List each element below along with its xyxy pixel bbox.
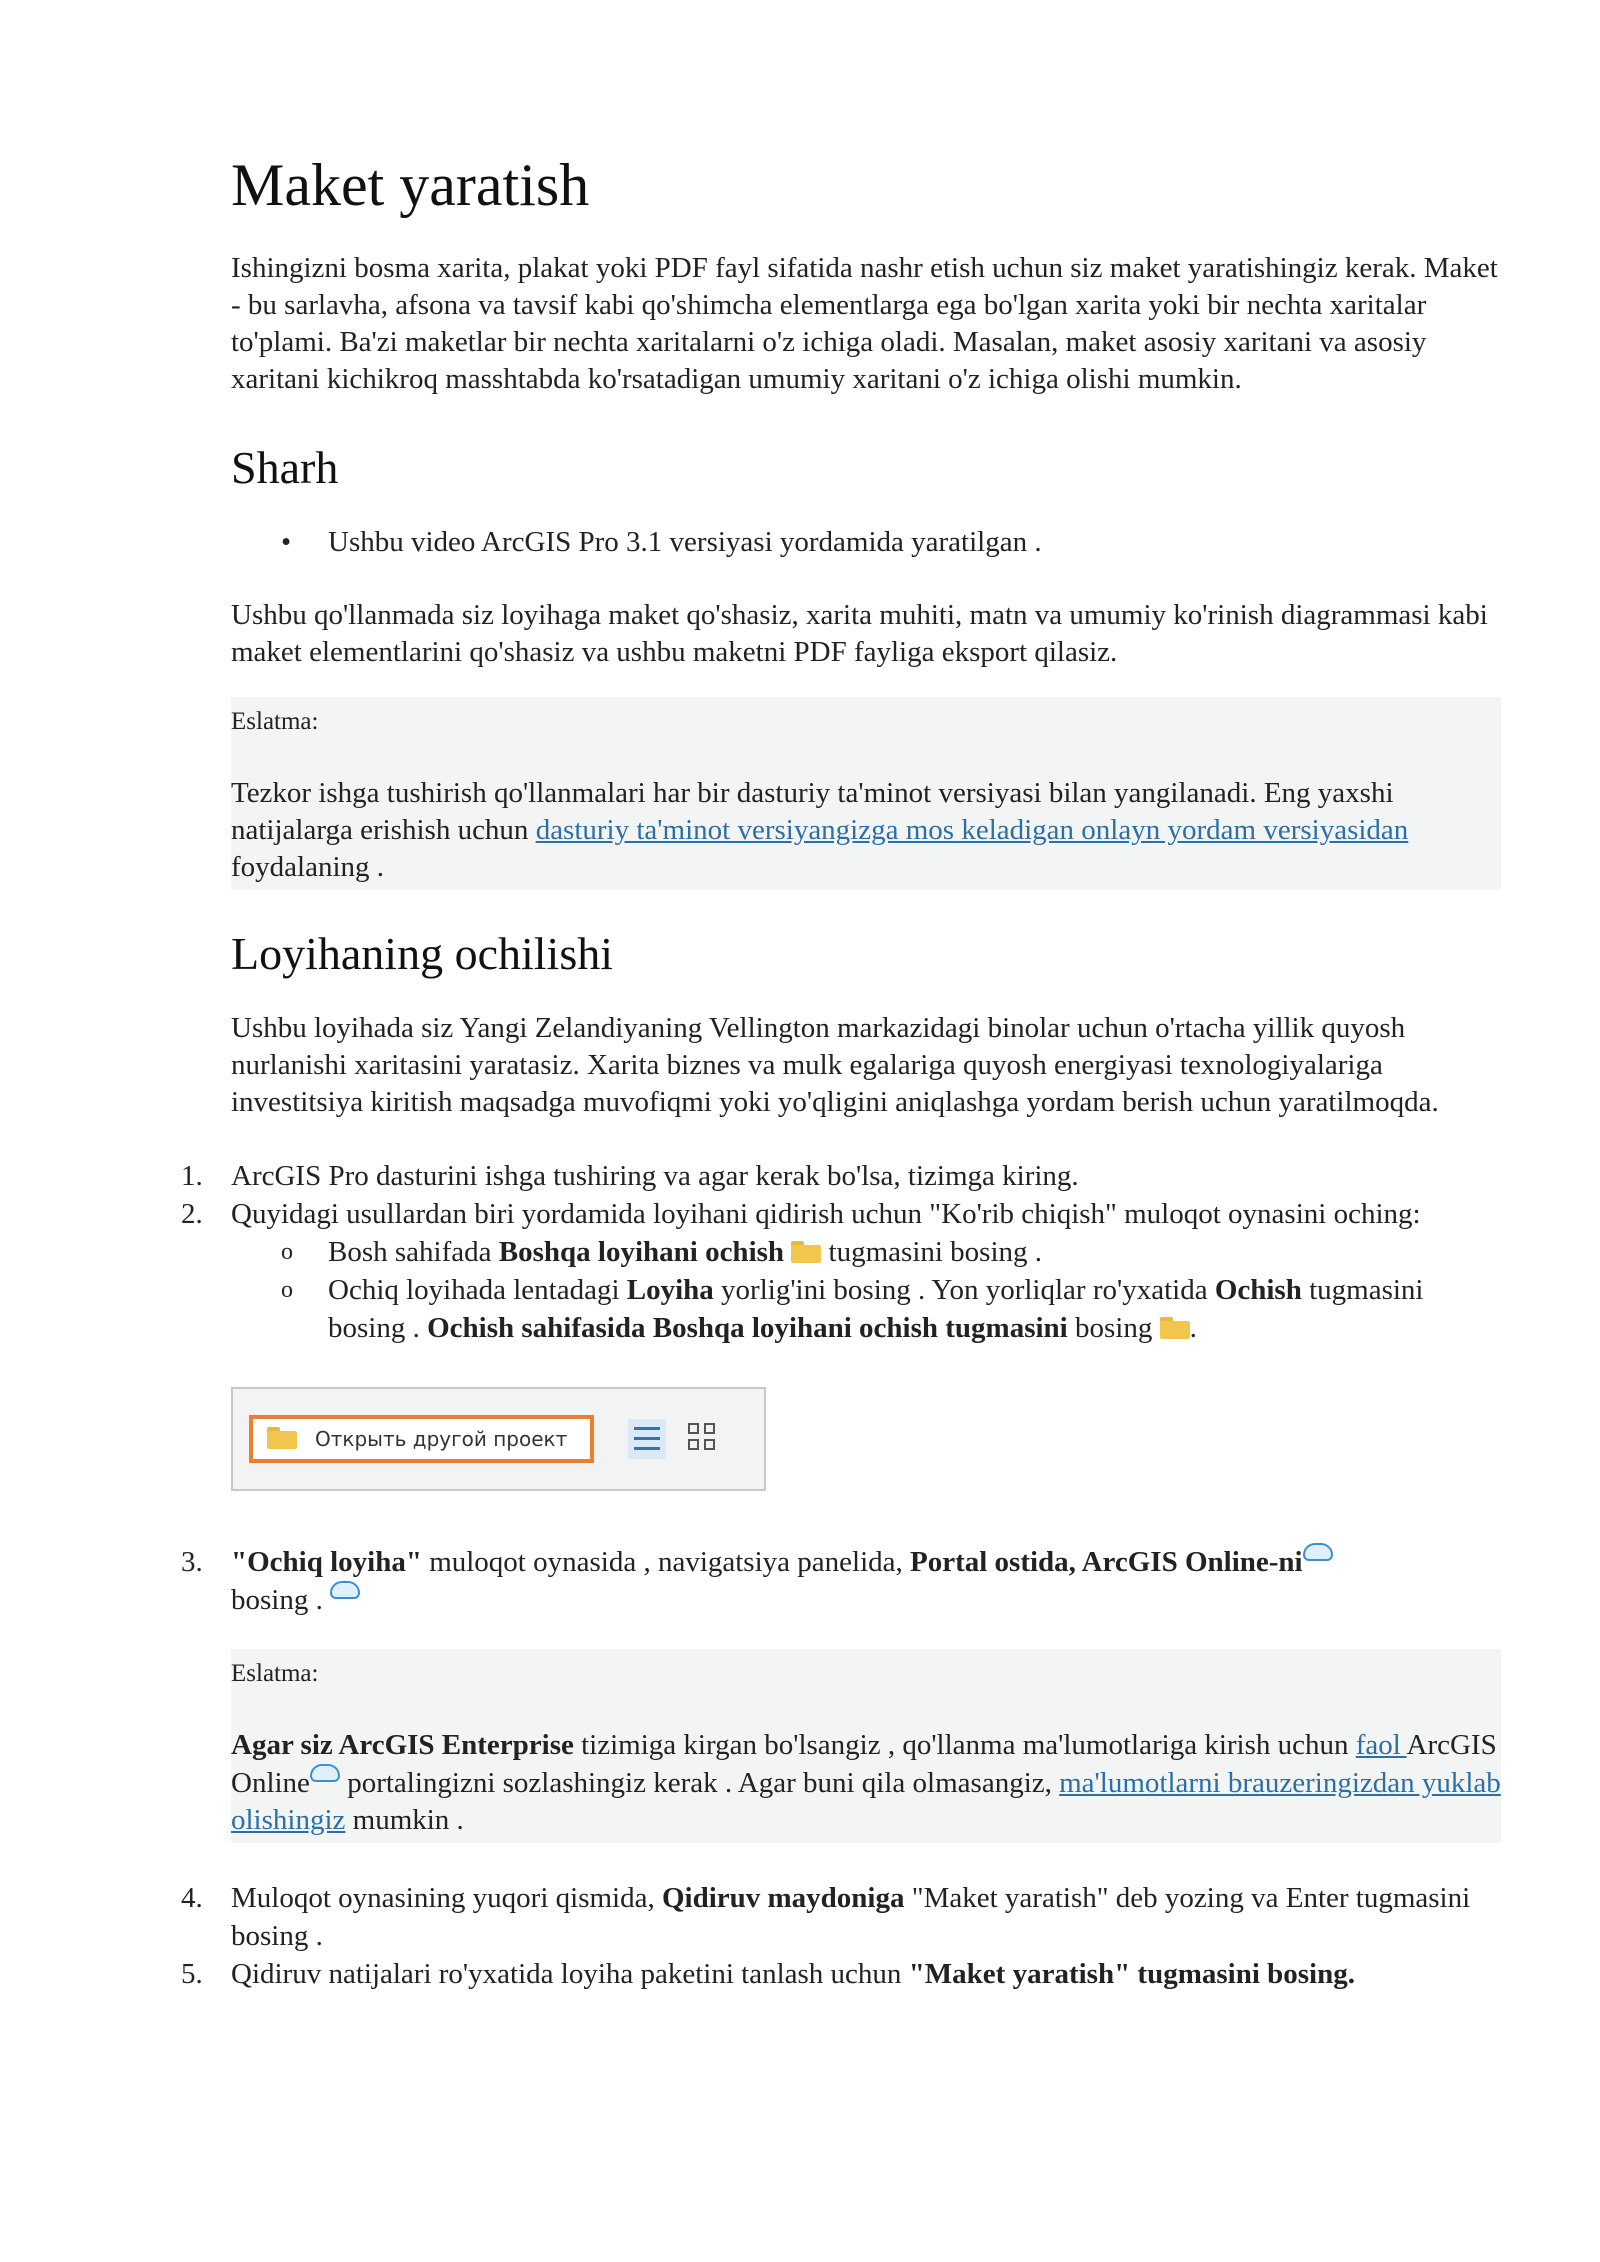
folder-open-icon — [1160, 1317, 1190, 1339]
note-text-part: tizimiga kirgan bo'lsangiz , qo'llanma ma'lumotlariga kirish uchun — [573, 1729, 1356, 1761]
overview-bullet-list — [231, 524, 1501, 561]
online-help-link[interactable]: dasturiy ta'minot versiyangizga mos keladigan onlayn yordam versiyasidan — [535, 814, 1409, 846]
step-text: Muloqot oynasining yuqori qismida, — [231, 1882, 662, 1914]
cloud-icon — [330, 1581, 360, 1599]
cloud-icon — [1303, 1543, 1333, 1561]
open-another-project-button[interactable] — [249, 1415, 594, 1463]
folder-open-icon — [791, 1241, 821, 1263]
section-paragraph: Ushbu loyihada siz Yangi Zelandiyaning Vellington markazidagi binolar uchun o'rtacha yillik quyosh nurlanishi xaritasini yaratasiz. Xarita biznes va mulk egalariga quyosh energiyasi texnologiyalariga investitsiya kiritish maqsadga muvofiqmi yoki yo'qligini aniqlashga yordam berish uchun yaratilmoqda. — [231, 1012, 1439, 1118]
ui-term: "Maket yaratish" tugmasini bosing. — [908, 1958, 1355, 1990]
list-item — [231, 524, 1501, 561]
substep-text: tugmasini bosing . — [821, 1236, 1043, 1268]
note-text-part: ArcGIS Online — [231, 1729, 1497, 1799]
step-text: Quyidagi usullardan biri yordamida loyihani qidirish uchun "Ko'rib chiqish" muloqot oynasini oching: — [231, 1198, 1421, 1230]
ui-term: Loyiha — [626, 1274, 714, 1306]
step-text: "Maket yaratish" deb yozing va Enter tugmasini bosing . — [231, 1882, 1471, 1952]
list-item-text: Ushbu video ArcGIS Pro 3.1 versiyasi yordamida yaratilgan . — [328, 526, 1042, 558]
active-portal-link[interactable]: faol — [1355, 1729, 1407, 1761]
substep-text: Bosh sahifada — [328, 1236, 499, 1268]
ui-term: Boshqa loyihani ochish — [498, 1236, 785, 1268]
step-text: bosing . — [231, 1584, 323, 1616]
step-number: 2. — [181, 1198, 203, 1230]
overview-paragraph: Ushbu qo'llanmada siz loyihaga maket qo'shasiz, xarita muhiti, matn va umumiy ko'rinish diagrammasi kabi maket elementlarini qo'shasiz va ushbu maketni PDF fayliga eksport qilasiz. — [231, 599, 1488, 668]
ui-term: Qidiruv maydoniga — [661, 1882, 905, 1914]
folder-open-icon — [267, 1427, 297, 1449]
ui-term: Ochish sahifasida Boshqa loyihani ochish tugmasini — [427, 1312, 1068, 1344]
note-text-end: foydalaning . — [231, 851, 385, 883]
ui-term: Agar siz ArcGIS Enterprise — [231, 1729, 574, 1761]
bullet-dot: • — [281, 526, 292, 558]
step-5 — [181, 1955, 1501, 1993]
note-text-part: mumkin . — [345, 1804, 464, 1836]
screenshot-open-project — [231, 1387, 766, 1491]
substep-text: yorlig'ini bosing . Yon yorliqlar ro'yxatida — [713, 1274, 1215, 1306]
ui-term: Portal ostida, ArcGIS Online-ni — [910, 1546, 1303, 1578]
download-data-link[interactable]: ma'lumotlarni brauzeringizdan yuklab olishingiz — [231, 1767, 1501, 1836]
substep-text: tugmasini bosing . — [328, 1274, 1424, 1344]
step-4 — [181, 1879, 1501, 1955]
substep-marker: o — [281, 1239, 293, 1265]
step-text: ArcGIS Pro dasturini ishga tushiring va agar kerak bo'lsa, tizimga kiring. — [231, 1160, 1079, 1192]
step-text: muloqot oynasida , navigatsiya panelida, — [421, 1546, 910, 1578]
step-2 — [181, 1195, 1501, 1491]
note-text — [231, 1727, 1501, 1839]
steps-list — [181, 1157, 1501, 1993]
note-text-start: Tezkor ishga tushirish qo'llanmalari har bir dasturiy ta'minot versiyasi bilan yangilanadi. Eng yaxshi natijalarga erishish uchun — [231, 777, 1394, 846]
step-1 — [181, 1157, 1501, 1195]
note-label: Eslatma: — [231, 708, 319, 735]
note-label: Eslatma: — [231, 1660, 319, 1687]
step-3 — [181, 1543, 1501, 1843]
step-number: 4. — [181, 1882, 203, 1914]
substep-list — [231, 1233, 1501, 1347]
intro-paragraph: Ishingizni bosma xarita, plakat yoki PDF fayl sifatida nashr etish uchun siz maket yaratishingiz kerak. Maket - bu sarlavha, afsona va tavsif kabi qo'shimcha elementlarga ega bo'lgan xarita yoki bir nechta xaritalar to'plami. Ba'zi maketlar bir nechta xaritalarni o'z ichiga oladi. Masalan, maket asosiy xaritani va asosiy xaritani kichikroq masshtabda ko'rsatadigan umumiy xaritani o'z ichiga olishi mumkin. — [231, 252, 1498, 395]
step-text: Qidiruv natijalari ro'yxatida loyiha paketini tanlash uchun — [231, 1958, 909, 1990]
grid-view-icon[interactable] — [688, 1423, 718, 1453]
note-text — [231, 775, 1501, 886]
ui-term: Ochish — [1214, 1274, 1302, 1306]
step-number: 5. — [181, 1958, 203, 1990]
button-label: Открыть другой проект — [315, 1427, 568, 1451]
substep-marker: o — [281, 1277, 293, 1303]
cloud-icon — [310, 1764, 340, 1782]
substep-text: bosing — [1067, 1312, 1153, 1344]
substep-text: Ochiq loyihada lentadagi — [328, 1274, 627, 1306]
substep-text: . — [1189, 1312, 1197, 1344]
page-title: Maket yaratish — [231, 152, 590, 218]
ui-term: "Ochiq loyiha" — [231, 1546, 422, 1578]
step-number: 1. — [181, 1160, 203, 1192]
note-box — [231, 1649, 1501, 1843]
section-heading: Loyihaning ochilishi — [231, 928, 614, 979]
document-content — [181, 150, 1501, 1993]
note-text-part: portalingizni sozlashingiz kerak . Agar buni qila olmasangiz, — [339, 1767, 1060, 1799]
step-number: 3. — [181, 1546, 203, 1578]
note-box — [231, 697, 1501, 890]
list-view-icon[interactable] — [628, 1419, 666, 1459]
substep-item — [231, 1233, 1501, 1271]
substep-item — [231, 1271, 1501, 1347]
overview-heading: Sharh — [231, 442, 339, 493]
